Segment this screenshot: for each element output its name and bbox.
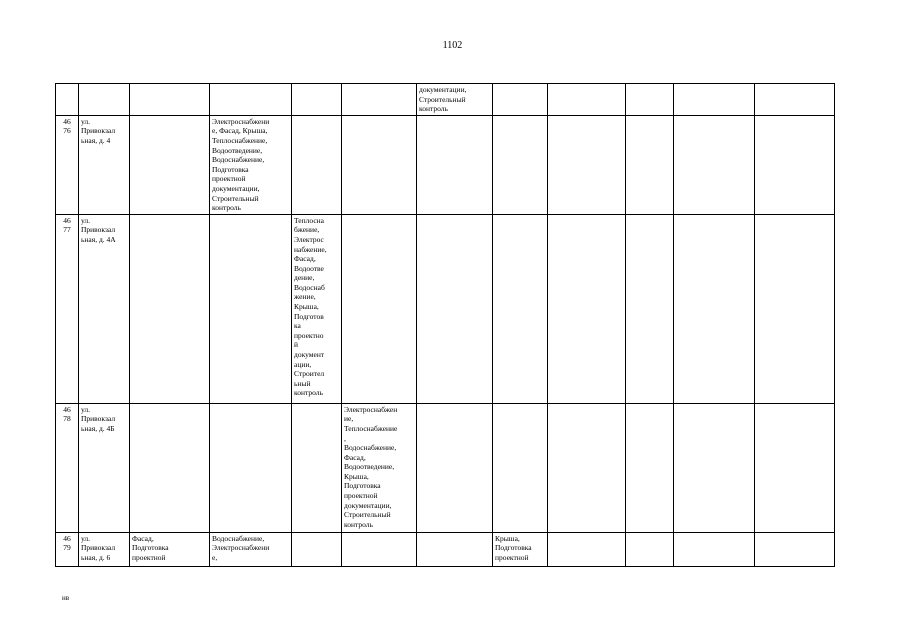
cell-6	[493, 115, 548, 214]
cell-7	[548, 532, 626, 566]
row-number: 46 76	[56, 115, 79, 214]
cell-6	[493, 84, 548, 116]
cell-10	[755, 532, 835, 566]
cell-6	[493, 403, 548, 532]
table-row	[56, 115, 835, 214]
row-number: 46 78	[56, 403, 79, 532]
cell-9	[674, 84, 755, 116]
cell-1	[130, 84, 210, 116]
cell-2: Электроснабжени е, Фасад, Крыша, Теплоснабжение, Водоотведение, Водоснабжение, Подготовка проектной документации, Строительный контроль	[210, 115, 292, 214]
table-row	[56, 532, 835, 566]
cell-2	[210, 84, 292, 116]
footer-mark: нв	[62, 594, 70, 602]
cell-8	[626, 532, 674, 566]
row-number: 46 77	[56, 214, 79, 403]
cell-7	[548, 403, 626, 532]
cell-8	[626, 214, 674, 403]
cell-2: Водоснабжение, Электроснабжени е,	[210, 532, 292, 566]
cell-7	[548, 115, 626, 214]
cell-5	[417, 214, 493, 403]
cell-4	[342, 532, 417, 566]
cell-3	[292, 84, 342, 116]
cell-3	[292, 532, 342, 566]
address-cell: ул. Привокзал ьная, д. 6	[79, 532, 130, 566]
cell-10	[755, 84, 835, 116]
cell-7	[548, 214, 626, 403]
cell-9	[674, 403, 755, 532]
table-row	[56, 214, 835, 403]
cell-5	[417, 115, 493, 214]
cell-10	[755, 403, 835, 532]
cell-3	[292, 115, 342, 214]
page-number: 1102	[442, 40, 463, 51]
cell-1	[130, 403, 210, 532]
cell-1: Фасад, Подготовка проектной	[130, 532, 210, 566]
cell-4	[342, 214, 417, 403]
cell-1	[130, 214, 210, 403]
cell-9	[674, 214, 755, 403]
cell-2	[210, 403, 292, 532]
address-cell	[79, 84, 130, 116]
cell-4	[342, 84, 417, 116]
cell-4	[342, 115, 417, 214]
cell-5	[417, 532, 493, 566]
address-cell: ул. Привокзал ьная, д. 4	[79, 115, 130, 214]
row-number: 46 79	[56, 532, 79, 566]
cell-9	[674, 532, 755, 566]
table-row	[56, 84, 835, 116]
table-row	[56, 403, 835, 532]
address-cell: ул. Привокзал ьная, д. 4Б	[79, 403, 130, 532]
works-schedule-table	[55, 83, 835, 567]
cell-10	[755, 214, 835, 403]
cell-7	[548, 84, 626, 116]
cell-5	[417, 403, 493, 532]
cell-9	[674, 115, 755, 214]
row-number	[56, 84, 79, 116]
cell-3	[292, 403, 342, 532]
cell-8	[626, 403, 674, 532]
cell-2	[210, 214, 292, 403]
cell-5: документации, Строительный контроль	[417, 84, 493, 116]
cell-8	[626, 84, 674, 116]
cell-3: Теплосна бжение, Электрос набжение, Фасад, Водоотве дение, Водоснаб жение, Крыша, Подготов ка проектно й документ ации, Строител ьный контроль	[292, 214, 342, 403]
cell-6: Крыша, Подготовка проектной	[493, 532, 548, 566]
cell-6	[493, 214, 548, 403]
cell-10	[755, 115, 835, 214]
cell-4: Электроснабжен ие, Теплоснабжение , Водоснабжение, Фасад, Водоотведение, Крыша, Подготовка проектной документации, Строительный контроль	[342, 403, 417, 532]
address-cell: ул. Привокзал ьная, д. 4А	[79, 214, 130, 403]
cell-1	[130, 115, 210, 214]
cell-8	[626, 115, 674, 214]
